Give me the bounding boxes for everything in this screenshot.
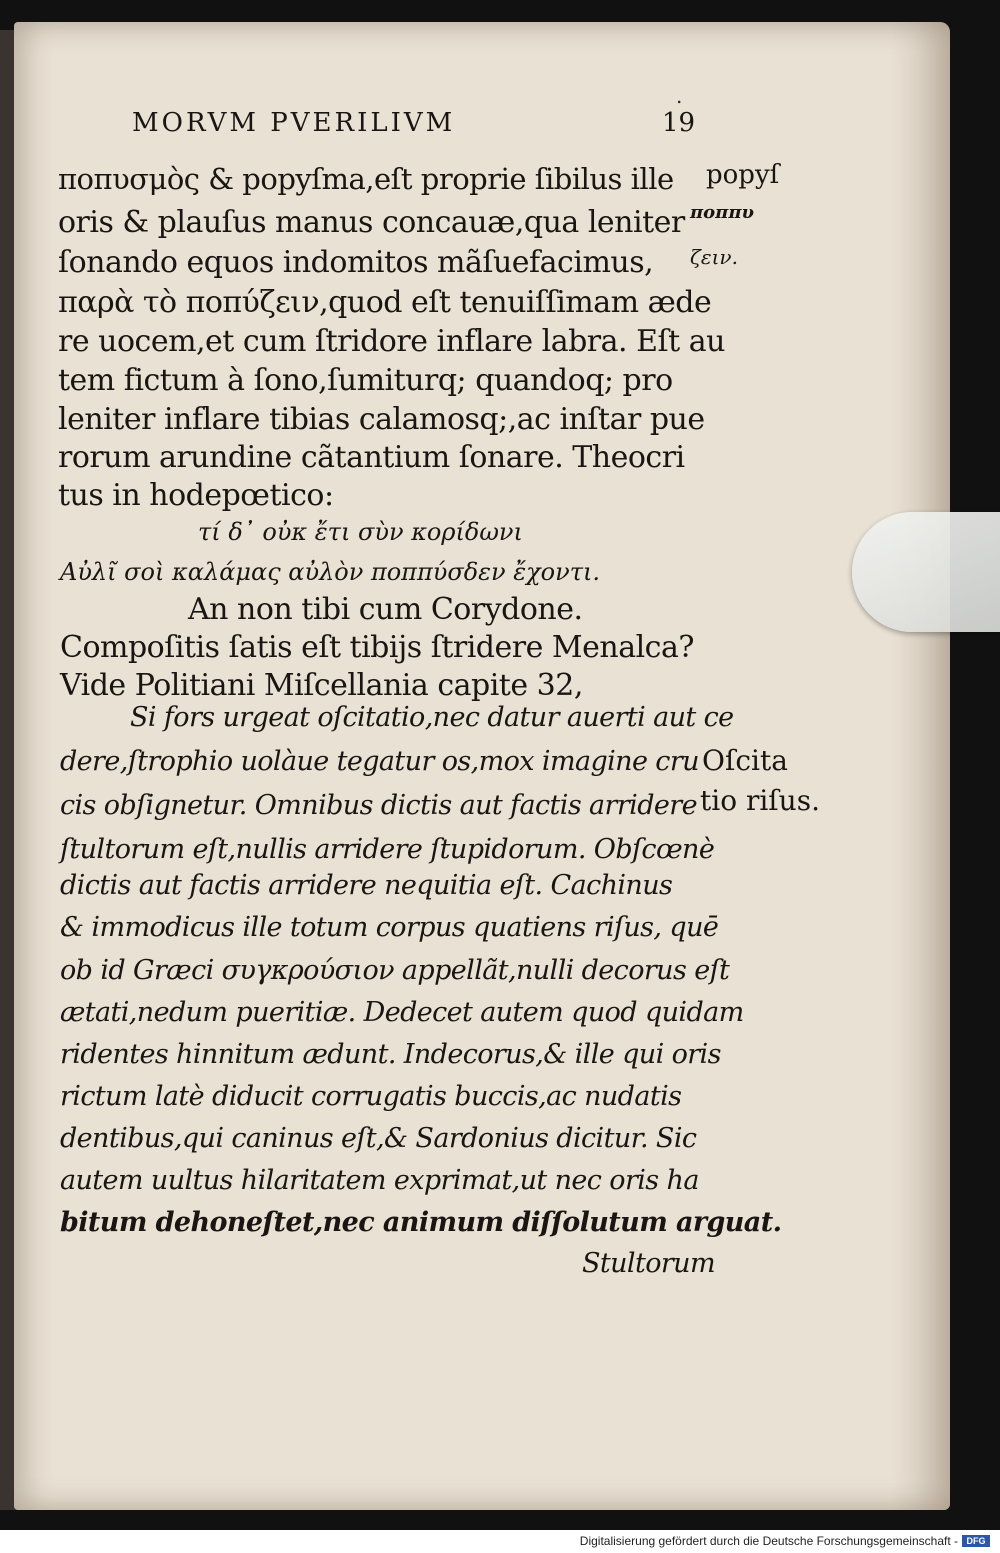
text-line: ridentes hinnitum ædunt. Indecorus,& ille qui oris	[60, 1039, 721, 1070]
text-line: ob id Græci συγκρούσιον appellãt,nulli decorus eſt	[60, 955, 730, 986]
marginal-note: popyſ	[706, 160, 780, 190]
text-line: & immodicus ille totum corpus quatiens riſus, quē	[60, 912, 719, 943]
text-line: leniter inflare tibias calamosq;,ac inſtar pue	[58, 402, 705, 437]
text-line: An non tibi cum Corydone.	[188, 592, 583, 627]
header-tick: .	[676, 84, 683, 108]
footer-bar	[0, 1530, 1000, 1553]
funding-credit: Digitalisierung gefördert durch die Deutsche Forschungsgemeinschaft -	[579, 1534, 958, 1548]
dfg-logo: DFG	[962, 1535, 990, 1547]
text-line: ætati,nedum pueritiæ. Dedecet autem quod quidam	[60, 997, 744, 1028]
text-line: dere,ſtrophio uolàue tegatur os,mox imagine cru	[60, 746, 699, 777]
text-line: rictum latè diducit corrugatis buccis,ac nudatis	[60, 1081, 682, 1112]
running-header	[132, 108, 696, 138]
text-line: tus in hodepœtico:	[58, 478, 334, 513]
running-title: MORVM PVERILIVM	[132, 108, 456, 138]
marginal-note: ποππυ	[690, 202, 755, 223]
text-line: rorum arundine cãtantium ſonare. Theocri	[58, 440, 685, 475]
text-line: Vide Politiani Miſcellania capite 32,	[60, 668, 583, 703]
text-line: dictis aut factis arridere nequitia eſt. Cachinus	[60, 870, 673, 901]
text-line: autem uultus hilaritatem exprimat,ut nec oris ha	[60, 1165, 699, 1196]
text-line: Compoſitis ſatis eſt tibijs ſtridere Menalca?	[60, 630, 694, 665]
greek-verse-line: τί δ᾽ οὐκ ἔτι σὺν κορίδωνι	[198, 518, 523, 546]
text-line: cis obſignetur. Omnibus dictis aut factis arridere	[60, 790, 697, 821]
page-number: 19	[662, 108, 696, 138]
text-line: ſtultorum eſt,nullis arridere ſtupidorum. Obſcœnè	[60, 834, 715, 865]
text-line: Si fors urgeat oſcitatio,nec datur auerti aut ce	[130, 702, 734, 733]
text-line: bitum dehoneſtet,nec animum diſſolutum arguat.	[60, 1207, 782, 1238]
text-line: παρὰ τὸ ποπύζειν,quod eſt tenuiſſimam æde	[58, 285, 712, 320]
catchword: Stultorum	[582, 1248, 715, 1279]
marginal-note: tio riſus.	[700, 784, 820, 817]
page-clip	[852, 512, 1000, 632]
text-line: oris & plauſus manus concauæ,qua leniter	[58, 205, 685, 240]
marginal-note: Oſcita	[702, 744, 788, 777]
marginal-note: ζειν.	[690, 245, 738, 269]
text-line: tem fictum à ſono,ſumiturq; quandoq; pro	[58, 363, 673, 398]
text-line: re uocem,et cum ſtridore inflare labra. Eſt au	[58, 324, 725, 359]
text-line: ποπυσμὸς & popyſma,eſt proprie ſibilus ille	[58, 162, 674, 196]
text-line: dentibus,qui caninus eſt,& Sardonius dicitur. Sic	[60, 1123, 697, 1154]
greek-verse-line: Αὐλῖ σοὶ καλάμας αὐλὸν ποππύσδεν ἔχοντι.	[60, 558, 601, 586]
text-line: ſonando equos indomitos mãſuefacimus,	[58, 245, 654, 280]
